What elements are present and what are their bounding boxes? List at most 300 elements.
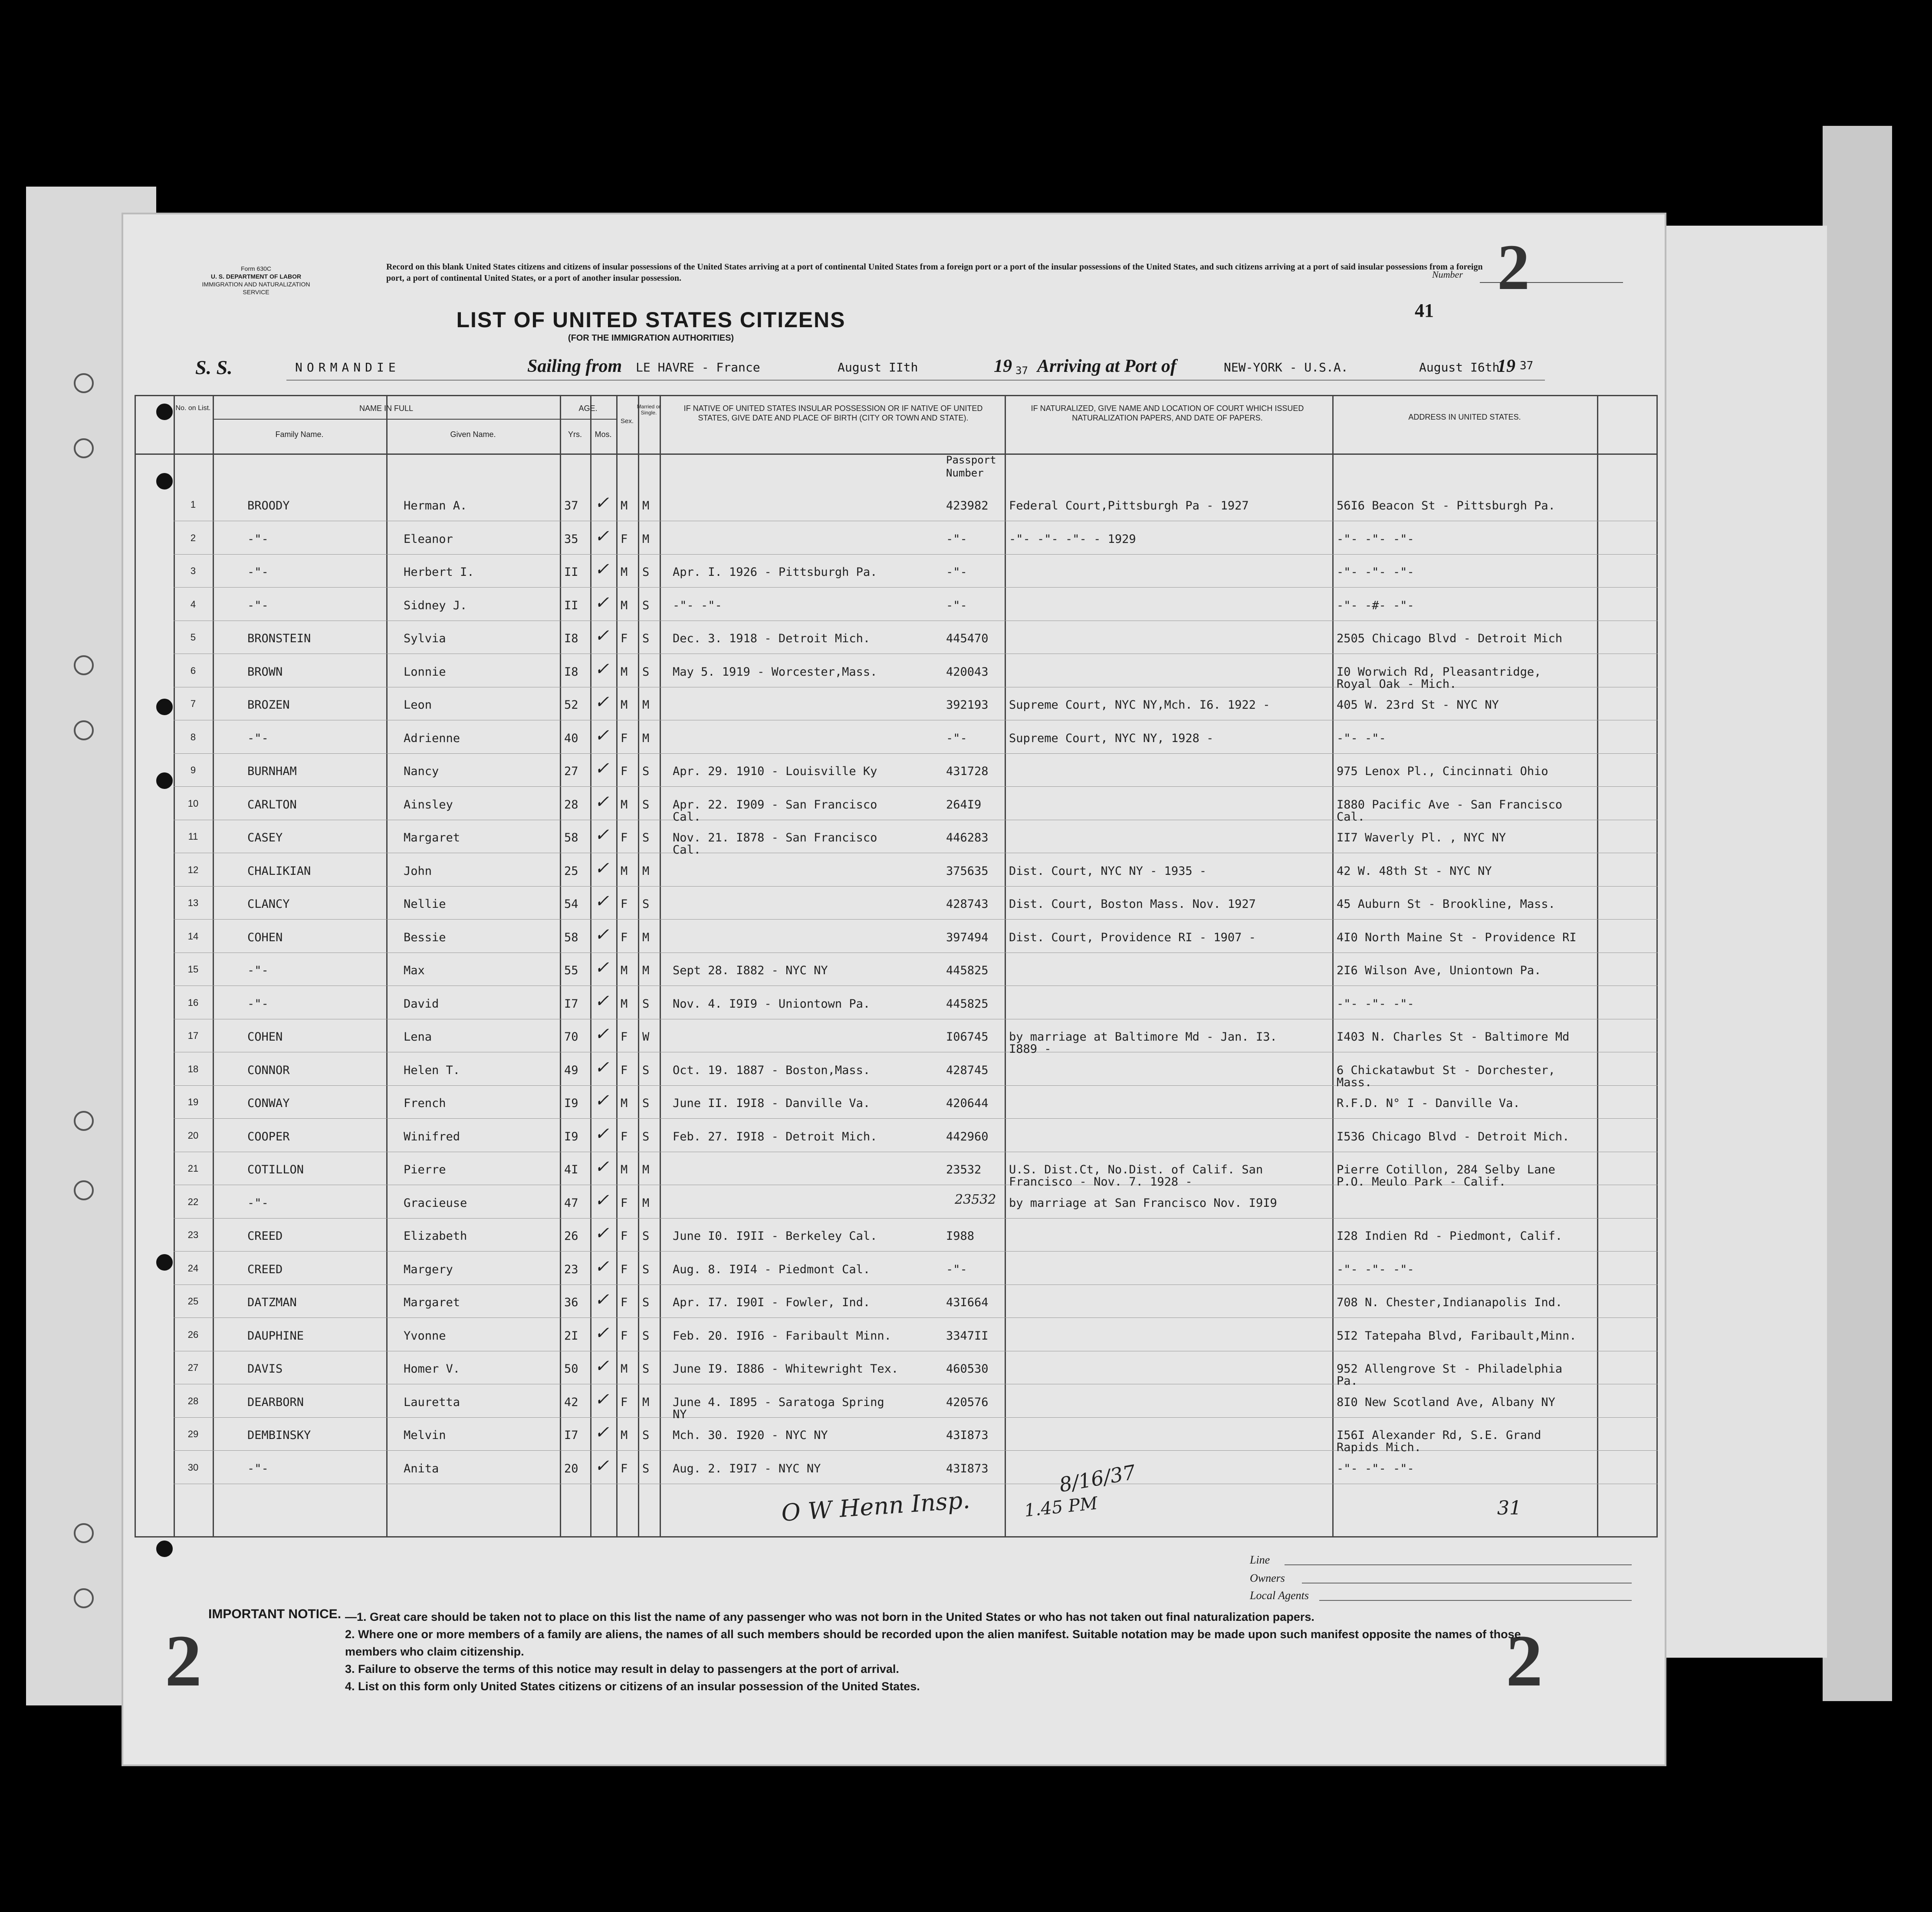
cell-birth: Nov. 21. I878 - San Francisco <box>673 831 877 844</box>
cell-birth: June I9. I886 - Whitewright Tex. <box>673 1362 899 1376</box>
cell-addr: -"- -"- -"- <box>1337 1462 1414 1475</box>
cell-age: I9 <box>564 1097 578 1110</box>
cell-family: DEARBORN <box>247 1395 304 1409</box>
cell-given: Winifred <box>404 1130 460 1143</box>
column-divider <box>1597 395 1598 1536</box>
column-divider <box>386 395 388 1536</box>
cell-sex: F <box>621 1262 628 1276</box>
cell-addr: 952 Allengrove St - Philadelphia <box>1337 1362 1563 1376</box>
cell-no: 11 <box>188 831 198 842</box>
cell-ms: S <box>642 598 650 612</box>
cell-ms: S <box>642 897 650 911</box>
punch-mark-icon <box>156 699 173 715</box>
cell-passport: 23532 <box>946 1163 982 1176</box>
cell-birth2: Cal. <box>673 810 701 824</box>
cell-family: BURNHAM <box>247 765 297 778</box>
cell-family: CONNOR <box>247 1063 290 1077</box>
table-header-border <box>135 453 1658 455</box>
cell-sex: M <box>621 598 628 612</box>
arrival-date: August I6th <box>1419 360 1500 375</box>
cell-addr: -"- -#- -"- <box>1337 598 1414 612</box>
cell-addr: -"- -"- -"- <box>1337 565 1414 579</box>
cell-passport: -"- <box>946 532 967 546</box>
cell-nat2: Francisco - Nov. 7. 1928 - <box>1009 1175 1193 1189</box>
cell-given: Melvin <box>404 1429 446 1442</box>
checkmark-icon: ✓ <box>595 725 609 746</box>
binder-hole-icon <box>74 438 94 458</box>
cell-given: Lonnie <box>404 665 446 679</box>
cell-passport: 392193 <box>946 698 989 712</box>
row-rule <box>174 1317 1658 1318</box>
checkmark-icon: ✓ <box>595 891 609 911</box>
cell-birth: Mch. 30. I920 - NYC NY <box>673 1429 828 1442</box>
page-stamp: 41 <box>1415 300 1434 321</box>
cell-family: DATZMAN <box>247 1296 297 1309</box>
cell-addr: 2505 Chicago Blvd - Detroit Mich <box>1337 632 1563 645</box>
cell-no: 26 <box>187 1329 199 1340</box>
checkmark-icon: ✓ <box>595 692 609 712</box>
cell-passport: 428745 <box>946 1063 989 1077</box>
cell-ms: M <box>642 698 650 712</box>
cell-sex: F <box>621 1462 628 1475</box>
cell-birth: Apr. I. 1926 - Pittsburgh Pa. <box>673 565 877 579</box>
row-rule <box>174 919 1658 920</box>
row-rule <box>174 1118 1658 1119</box>
cell-no: 2 <box>190 532 196 543</box>
cell-nat: Dist. Court, NYC NY - 1935 - <box>1009 864 1207 878</box>
cell-addr2: P.O. Meulo Park - Calif. <box>1337 1175 1506 1189</box>
row-rule <box>174 1450 1658 1451</box>
right-sheet-edge <box>1823 126 1892 1701</box>
cell-given: Homer V. <box>404 1362 460 1376</box>
cell-family: CONWAY <box>247 1097 290 1110</box>
cell-given: Gracieuse <box>404 1196 467 1210</box>
cell-family: -"- <box>247 731 269 745</box>
cell-addr: 4I0 North Maine St - Providence RI <box>1337 930 1577 944</box>
cell-addr: 2I6 Wilson Ave, Uniontown Pa. <box>1337 964 1541 977</box>
cell-passport: I06745 <box>946 1030 989 1044</box>
cell-ms: S <box>642 1130 650 1143</box>
cell-ms: W <box>642 1030 650 1044</box>
cell-addr: 708 N. Chester,Indianapolis Ind. <box>1337 1296 1563 1309</box>
cell-ms: S <box>642 1262 650 1276</box>
cell-given: Margaret <box>404 1296 460 1309</box>
cell-age: 58 <box>564 831 578 844</box>
column-divider <box>590 395 591 1536</box>
cell-no: 18 <box>187 1063 199 1074</box>
notice-list <box>345 1608 1551 1695</box>
cell-age: 26 <box>564 1229 578 1243</box>
cell-birth: Aug. 8. I9I4 - Piedmont Cal. <box>673 1262 871 1276</box>
cell-birth: Aug. 2. I9I7 - NYC NY <box>673 1462 821 1475</box>
cell-given: Anita <box>404 1462 439 1475</box>
checkmark-icon: ✓ <box>595 1389 609 1409</box>
cell-age: 70 <box>564 1030 578 1044</box>
cell-given: Herbert I. <box>404 565 474 579</box>
cell-ms: S <box>642 665 650 679</box>
cell-ms: S <box>642 1362 650 1376</box>
notice-item: 4. List on this form only United States citizens or citizens of an insular possession of the United States. <box>345 1680 920 1693</box>
row-rule <box>174 1218 1658 1219</box>
sailing-label: Sailing from <box>527 356 622 376</box>
notice-item: —1. Great care should be taken not to place on this list the name of any passenger who was not born in the United States or who has not taken out final naturalization papers. <box>345 1610 1314 1623</box>
cell-sex: M <box>621 698 628 712</box>
cell-nat: Dist. Court, Providence RI - 1907 - <box>1009 930 1256 944</box>
cell-addr: II7 Waverly Pl. , NYC NY <box>1337 831 1506 844</box>
cell-passport: 442960 <box>946 1130 989 1143</box>
col-header-family: Family Name. <box>275 430 324 439</box>
checkmark-icon: ✓ <box>595 1290 609 1310</box>
cell-given: Bessie <box>404 930 446 944</box>
cell-family: CHALIKIAN <box>247 864 311 878</box>
cell-birth: June 4. I895 - Saratoga Spring <box>673 1395 884 1409</box>
cell-passport: 420043 <box>946 665 989 679</box>
cell-addr: Pierre Cotillon, 284 Selby Lane <box>1337 1163 1555 1176</box>
column-divider <box>616 395 618 1536</box>
cell-passport: 420576 <box>946 1395 989 1409</box>
cell-family: DAVIS <box>247 1362 283 1376</box>
cell-no: 27 <box>187 1362 199 1373</box>
cell-given: John <box>404 864 432 878</box>
row-rule <box>174 753 1658 754</box>
col-header-yrs: Yrs. <box>568 430 582 439</box>
cell-family: COHEN <box>247 1030 283 1044</box>
cell-addr: 6 Chickatawbut St - Dorchester, <box>1337 1063 1555 1077</box>
cell-given: Nancy <box>404 765 439 778</box>
cell-age: I8 <box>564 665 578 679</box>
cell-addr: I0 Worwich Rd, Pleasantridge, <box>1337 665 1541 679</box>
cell-family: COOPER <box>247 1130 290 1143</box>
cell-sex: M <box>621 499 628 512</box>
cell-passport: 423982 <box>946 499 989 512</box>
cell-given: Margery <box>404 1262 453 1276</box>
cell-addr: 56I6 Beacon St - Pittsburgh Pa. <box>1337 499 1555 512</box>
row-rule <box>174 886 1658 887</box>
cell-passport: -"- <box>946 565 967 579</box>
checkmark-icon: ✓ <box>595 1057 609 1078</box>
cell-passport: 446283 <box>946 831 989 844</box>
cell-no: 3 <box>190 565 196 576</box>
form-id <box>191 265 321 296</box>
notice-item: 2. Where one or more members of a family are aliens, the names of all such members should be recorded upon the alien manifest. Suitable notation may be made upon such manifest opposite the names of those members who claim citizenship. <box>345 1628 1521 1658</box>
cell-addr: I536 Chicago Blvd - Detroit Mich. <box>1337 1130 1570 1143</box>
cell-family: COTILLON <box>247 1163 304 1176</box>
col-header-no: No. on List. <box>175 404 211 412</box>
inspection-date: 8/16/37 <box>1057 1460 1137 1497</box>
punch-mark-icon <box>156 772 173 789</box>
cell-no: 25 <box>187 1296 199 1307</box>
cell-ms: M <box>642 1196 650 1210</box>
checkmark-icon: ✓ <box>595 1190 609 1210</box>
line-underline <box>1285 1564 1632 1565</box>
cell-ms: S <box>642 997 650 1011</box>
cell-given: Yvonne <box>404 1329 446 1343</box>
sailing-year: 37 <box>1015 365 1028 377</box>
cell-birth: Sept 28. I882 - NYC NY <box>673 964 828 977</box>
right-sheet <box>1653 226 1827 1658</box>
cell-age: 42 <box>564 1395 578 1409</box>
cell-age: 40 <box>564 731 578 745</box>
cell-age: 2I <box>564 1329 578 1343</box>
cell-ms: S <box>642 1063 650 1077</box>
cell-addr2: Royal Oak - Mich. <box>1337 677 1457 691</box>
cell-nat2: I889 - <box>1009 1042 1051 1056</box>
sailing-year-prefix: 19 <box>994 356 1012 376</box>
cell-sex: F <box>621 532 628 546</box>
checkmark-icon: ✓ <box>595 1091 609 1110</box>
cell-addr: I28 Indien Rd - Piedmont, Calif. <box>1337 1229 1563 1243</box>
cell-sex: M <box>621 1429 628 1442</box>
cell-no: 12 <box>187 864 199 875</box>
cell-addr: 45 Auburn St - Brookline, Mass. <box>1337 897 1555 911</box>
ship-name: NORMANDIE <box>295 360 400 375</box>
cell-no: 24 <box>187 1262 199 1274</box>
page-title: LIST OF UNITED STATES CITIZENS <box>456 308 846 332</box>
owners-label: Owners <box>1250 1572 1285 1584</box>
cell-family: -"- <box>247 1196 269 1210</box>
cell-sex: F <box>621 1063 628 1077</box>
cell-passport: 43I873 <box>946 1429 989 1442</box>
cell-ms: M <box>642 1395 650 1409</box>
cell-age: 28 <box>564 798 578 811</box>
cell-age: II <box>564 598 578 612</box>
cell-no: 8 <box>190 731 196 742</box>
cell-birth: Oct. 19. 1887 - Boston,Mass. <box>673 1063 871 1077</box>
service: IMMIGRATION AND NATURALIZATION SERVICE <box>202 281 310 296</box>
checkmark-icon: ✓ <box>595 1455 609 1476</box>
cell-birth: Feb. 27. I9I8 - Detroit Mich. <box>673 1130 877 1143</box>
cell-no: 30 <box>187 1462 199 1473</box>
cell-given: Pierre <box>404 1163 446 1176</box>
cell-ms: S <box>642 1462 650 1475</box>
col-header-married: Married or Single. <box>637 404 661 416</box>
checkmark-icon: ✓ <box>595 659 609 679</box>
cell-no: 22 <box>187 1196 199 1207</box>
manifest-page <box>122 213 1666 1766</box>
cell-given: Lena <box>404 1030 432 1044</box>
checkmark-icon: ✓ <box>595 858 609 878</box>
cell-passport: 375635 <box>946 864 989 878</box>
line-label: Line <box>1250 1554 1270 1566</box>
arrival-port: NEW-YORK - U.S.A. <box>1224 360 1348 375</box>
cell-ms: S <box>642 1229 650 1243</box>
row-rule <box>174 1417 1658 1418</box>
cell-family: -"- <box>247 997 269 1011</box>
cell-age: 20 <box>564 1462 578 1475</box>
cell-given: Leon <box>404 698 432 712</box>
cell-addr2: Pa. <box>1337 1374 1358 1388</box>
cell-nat: Supreme Court, NYC NY, 1928 - <box>1009 731 1214 745</box>
binder-hole-icon <box>74 1111 94 1131</box>
cell-age: I8 <box>564 632 578 645</box>
cell-age: II <box>564 565 578 579</box>
cell-birth: June I0. I9II - Berkeley Cal. <box>673 1229 877 1243</box>
cell-passport: -"- <box>946 598 967 612</box>
cell-sex: M <box>621 1163 628 1176</box>
checkmark-icon: ✓ <box>595 759 609 779</box>
cell-ms: M <box>642 864 650 878</box>
cell-ms: S <box>642 565 650 579</box>
cell-ms: S <box>642 765 650 778</box>
cell-no: 16 <box>187 997 199 1008</box>
cell-family: CARLTON <box>247 798 297 811</box>
agents-label: Local Agents <box>1250 1589 1309 1602</box>
cell-age: I7 <box>564 1429 578 1442</box>
cell-addr2: Rapids Mich. <box>1337 1441 1422 1454</box>
cell-age: 37 <box>564 499 578 512</box>
cell-addr: 5I2 Tatepaha Blvd, Faribault,Minn. <box>1337 1329 1577 1343</box>
checkmark-icon: ✓ <box>595 526 609 546</box>
cell-family: BROWN <box>247 665 283 679</box>
cell-no: 9 <box>190 765 196 775</box>
cell-passport: 43I873 <box>946 1462 989 1475</box>
cell-nat: -"- -"- -"- - 1929 <box>1009 532 1136 546</box>
cell-sex: F <box>621 1395 628 1409</box>
notice-item: 3. Failure to observe the terms of this notice may result in delay to passengers at the port of arrival. <box>345 1662 899 1675</box>
checkmark-icon: ✓ <box>595 559 609 579</box>
cell-birth: Nov. 4. I9I9 - Uniontown Pa. <box>673 997 871 1011</box>
cell-given: David <box>404 997 439 1011</box>
cell-age: 52 <box>564 698 578 712</box>
cell-nat: by marriage at Baltimore Md - Jan. I3. <box>1009 1030 1277 1044</box>
arriving-label: Arriving at Port of <box>1037 356 1176 376</box>
cell-no: 17 <box>187 1030 199 1041</box>
checkmark-icon: ✓ <box>595 924 609 945</box>
cell-no: 1 <box>190 499 196 510</box>
punch-mark-icon <box>156 1254 173 1271</box>
cell-addr: R.F.D. N° I - Danville Va. <box>1337 1097 1520 1110</box>
checkmark-icon: ✓ <box>595 991 609 1011</box>
cell-ms: S <box>642 831 650 844</box>
cell-addr: I403 N. Charles St - Baltimore Md <box>1337 1030 1570 1044</box>
cell-birth2: Cal. <box>673 843 701 857</box>
cell-given: Margaret <box>404 831 460 844</box>
checkmark-icon: ✓ <box>595 792 609 812</box>
cell-sex: F <box>621 1296 628 1309</box>
cell-addr: -"- -"- <box>1337 731 1386 745</box>
cell-addr2: Cal. <box>1337 810 1365 824</box>
col-header-address: ADDRESS IN UNITED STATES. <box>1408 413 1521 421</box>
cell-age: I7 <box>564 997 578 1011</box>
checkmark-icon: ✓ <box>595 1356 609 1376</box>
cell-no: 13 <box>187 897 199 908</box>
cell-nat: Dist. Court, Boston Mass. Nov. 1927 <box>1009 897 1256 911</box>
cell-family: -"- <box>247 565 269 579</box>
cell-sex: F <box>621 930 628 944</box>
col-header-name: NAME IN FULL <box>359 404 414 413</box>
cell-age: 47 <box>564 1196 578 1210</box>
binder-hole-icon <box>74 1180 94 1200</box>
cell-nat: by marriage at San Francisco Nov. I9I9 <box>1009 1196 1277 1210</box>
passport-note: 23532 <box>955 1192 996 1207</box>
col-header-passport: Passport Number <box>946 454 996 479</box>
cell-birth: Apr. I7. I90I - Fowler, Ind. <box>673 1296 871 1309</box>
cell-ms: S <box>642 1296 650 1309</box>
checkmark-icon: ✓ <box>595 1256 609 1277</box>
cell-given: Max <box>404 964 425 977</box>
cell-sex: F <box>621 831 628 844</box>
cell-no: 21 <box>187 1163 199 1174</box>
cell-age: 55 <box>564 964 578 977</box>
cell-sex: M <box>621 997 628 1011</box>
cell-no: 20 <box>187 1130 199 1141</box>
binder-hole-icon <box>74 655 94 675</box>
cell-ms: M <box>642 731 650 745</box>
cell-given: Helen T. <box>404 1063 460 1077</box>
cell-given: Nellie <box>404 897 446 911</box>
number-value: 2 <box>1497 231 1530 303</box>
cell-family: DEMBINSKY <box>247 1429 311 1442</box>
col-header-mos: Mos. <box>595 430 612 439</box>
cell-age: 25 <box>564 864 578 878</box>
cell-addr: -"- -"- -"- <box>1337 1262 1414 1276</box>
cell-birth: -"- -"- <box>673 598 722 612</box>
cell-birth: Apr. 22. I909 - San Francisco <box>673 798 877 811</box>
table-bottom-border <box>135 1536 1658 1537</box>
column-divider <box>1005 395 1006 1536</box>
table-left-border <box>135 395 136 1536</box>
cell-sex: F <box>621 897 628 911</box>
cell-sex: M <box>621 864 628 878</box>
row-rule <box>174 1085 1658 1086</box>
checkmark-icon: ✓ <box>595 1124 609 1144</box>
cell-passport: 445470 <box>946 632 989 645</box>
cell-ms: S <box>642 632 650 645</box>
cell-birth: May 5. 1919 - Worcester,Mass. <box>673 665 877 679</box>
cell-family: DAUPHINE <box>247 1329 304 1343</box>
binder-hole-icon <box>74 373 94 393</box>
age-subheader-line <box>560 419 616 420</box>
cell-ms: S <box>642 1329 650 1343</box>
cell-no: 4 <box>190 598 196 610</box>
cell-passport: 43I664 <box>946 1296 989 1309</box>
arrival-year: 37 <box>1520 359 1534 372</box>
cell-passport: 264I9 <box>946 798 982 811</box>
record-instructions: Record on this blank United States citizens and citizens of insular possessions of the United States arriving at a port of continental United States from a foreign port or a port of the insular possessions of the United States, and such citizens arriving at a port of said insular possessions from a foreign port, a port of continental United States, or a port of another insular possession. <box>386 262 1483 283</box>
cell-given: Sidney J. <box>404 598 467 612</box>
cell-age: 4I <box>564 1163 578 1176</box>
cell-nat: Supreme Court, NYC NY,Mch. I6. 1922 - <box>1009 698 1270 712</box>
cell-ms: S <box>642 798 650 811</box>
cell-family: BROZEN <box>247 698 290 712</box>
cell-sex: M <box>621 565 628 579</box>
cell-no: 28 <box>187 1395 199 1406</box>
cell-family: BROODY <box>247 499 290 512</box>
cell-ms: M <box>642 532 650 546</box>
cell-passport: -"- <box>946 731 967 745</box>
cell-birth: June II. I9I8 - Danville Va. <box>673 1097 871 1110</box>
binder-hole-icon <box>74 1588 94 1608</box>
cell-passport: -"- <box>946 1262 967 1276</box>
cell-family: -"- <box>247 532 269 546</box>
cell-age: 49 <box>564 1063 578 1077</box>
table-top-border <box>135 395 1658 396</box>
inspector-signature: O W Henn Insp. <box>780 1486 971 1527</box>
cell-passport: I988 <box>946 1229 975 1243</box>
col-header-naturalized: IF NATURALIZED, GIVE NAME AND LOCATION OF COURT WHICH ISSUED NATURALIZATION PAPERS, AND DATE OF PAPERS. <box>1031 404 1304 422</box>
col-header-given: Given Name. <box>450 430 496 439</box>
binder-hole-icon <box>74 720 94 740</box>
cell-passport: 460530 <box>946 1362 989 1376</box>
cell-age: 58 <box>564 930 578 944</box>
cell-sex: M <box>621 1362 628 1376</box>
name-subheader-line <box>213 419 560 420</box>
cell-birth: Dec. 3. 1918 - Detroit Mich. <box>673 632 871 645</box>
cell-age: 35 <box>564 532 578 546</box>
cell-ms: M <box>642 499 650 512</box>
binder-hole-icon <box>74 1523 94 1543</box>
department: U. S. DEPARTMENT OF LABOR <box>210 273 302 280</box>
